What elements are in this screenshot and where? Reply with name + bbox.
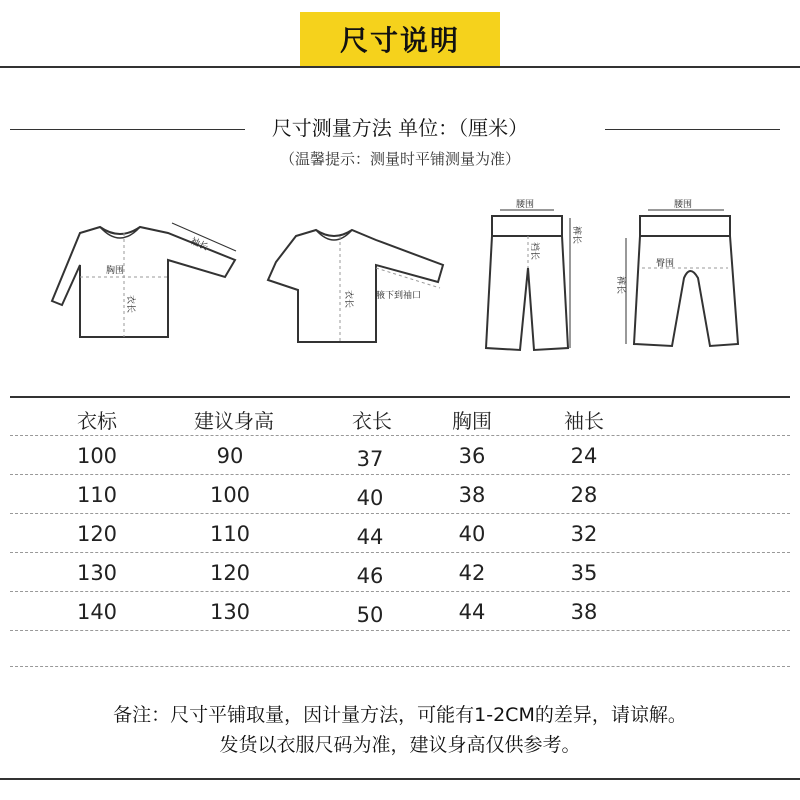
table-cell: 32 (570, 522, 598, 546)
pants2-waist-label: 腰围 (674, 200, 693, 210)
table-cell: 36 (458, 444, 486, 468)
shirt-diagram-2 (258, 210, 453, 355)
table-cell: 38 (570, 600, 598, 624)
pants-diagram-2 (612, 198, 742, 358)
table-cell: 50 (356, 603, 384, 627)
table-cell: 110 (209, 522, 251, 546)
table-cell: 40 (356, 486, 384, 510)
table-cell: 90 (216, 444, 244, 468)
table-cell: 44 (356, 525, 384, 549)
row-divider (10, 474, 790, 475)
shirt1-chest-label: 胸围 (106, 266, 125, 276)
section-title (0, 112, 800, 141)
table-cell: 35 (570, 561, 598, 585)
table-cell: 28 (570, 483, 598, 507)
table-cell: 38 (458, 483, 486, 507)
pants1-waist-label: 腰围 (516, 200, 535, 210)
table-cell: 130 (76, 561, 118, 585)
row-divider (10, 435, 790, 436)
header-size-label: 衣标 (77, 409, 117, 433)
pants1-side-label: 裤长 (571, 226, 581, 245)
row-divider (10, 630, 790, 631)
tip-text: （温馨提示：测量时平铺测量为准） (279, 150, 520, 168)
banner-title: 尺寸说明 (300, 12, 500, 66)
bottom-divider (0, 778, 800, 780)
table-cell: 100 (209, 483, 251, 507)
table-cell: 110 (76, 483, 118, 507)
header-sleeve: 袖长 (564, 409, 604, 433)
table-cell: 40 (458, 522, 486, 546)
remark-line-1: 备注：尺寸平铺取量，因计量方法，可能有1-2CM的差异，请谅解。 (113, 704, 687, 726)
shirt2-length-label: 衣长 (343, 290, 353, 309)
table-cell: 24 (570, 444, 598, 468)
table-cell: 44 (458, 600, 486, 624)
row-divider (10, 591, 790, 592)
table-cell: 120 (76, 522, 118, 546)
shirt-diagram-1 (40, 205, 245, 355)
row-divider (10, 513, 790, 514)
table-cell: 42 (458, 561, 486, 585)
shirt1-length-label: 衣长 (125, 295, 135, 314)
table-bottom-divider (10, 666, 790, 667)
table-cell: 37 (356, 447, 384, 471)
pants-diagram-1 (480, 198, 590, 358)
shirt2-underarm-label: 腋下到袖口 (376, 291, 422, 301)
row-divider (10, 552, 790, 553)
table-cell: 100 (76, 444, 118, 468)
shirt1-sleeve-label: 袖长 (188, 236, 210, 254)
remark-line-2: 发货以衣服尺码为准，建议身高仅供参考。 (219, 734, 581, 756)
pants2-length-label: 裤长 (615, 276, 625, 295)
pants1-crotch-label: 裆长 (529, 242, 539, 261)
top-divider (0, 66, 800, 68)
header-length: 衣长 (352, 409, 392, 433)
header-height: 建议身高 (194, 409, 274, 433)
table-top-rule (10, 396, 790, 398)
table-cell: 130 (209, 600, 251, 624)
header-chest: 胸围 (452, 409, 492, 433)
table-cell: 140 (76, 600, 118, 624)
table-cell: 120 (209, 561, 251, 585)
table-cell: 46 (356, 564, 384, 588)
pants2-hip-label: 臀围 (656, 259, 675, 269)
section-title-text: 尺寸测量方法 单位：（厘米） (260, 116, 540, 140)
